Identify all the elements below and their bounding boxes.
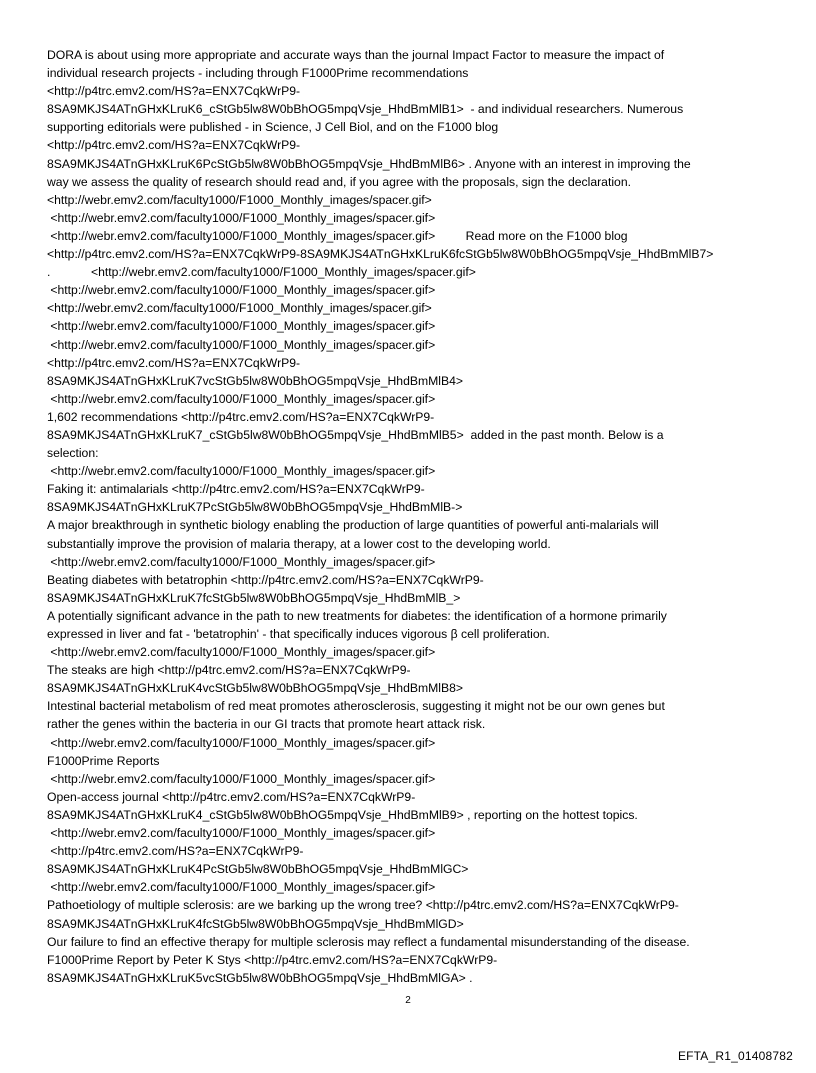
text-line: <http://webr.emv2.com/faculty1000/F1000_Monthly_images/spacer.gif> bbox=[47, 319, 436, 334]
document-body bbox=[47, 46, 777, 987]
text-line: <http://webr.emv2.com/faculty1000/F1000_Monthly_images/spacer.gif> bbox=[47, 391, 436, 406]
text-line: A major breakthrough in synthetic biology enabling the production of large quantities of powerful anti-malarials will bbox=[47, 518, 659, 533]
text-line: The steaks are high <http://p4trc.emv2.com/HS?a=ENX7CqkWrP9- bbox=[47, 663, 411, 678]
text-line: <http://webr.emv2.com/faculty1000/F1000_Monthly_images/spacer.gif> bbox=[47, 301, 432, 316]
text-line: <http://p4trc.emv2.com/HS?a=ENX7CqkWrP9- bbox=[47, 138, 301, 153]
text-line: Faking it: antimalarials <http://p4trc.emv2.com/HS?a=ENX7CqkWrP9- bbox=[47, 482, 425, 497]
text-line: 8SA9MKJS4ATnGHxKLruK4vcStGb5lw8W0bBhOG5mpqVsje_HhdBmMlB8> bbox=[47, 681, 464, 696]
text-line: . <http://webr.emv2.com/faculty1000/F1000_Monthly_images/spacer.gif> bbox=[47, 265, 476, 280]
text-line: <http://p4trc.emv2.com/HS?a=ENX7CqkWrP9-8SA9MKJS4ATnGHxKLruK6fcStGb5lw8W0bBhOG5mpqVsje_HhdBmMlB7> bbox=[47, 247, 714, 262]
text-line: substantially improve the provision of malaria therapy, at a lower cost to the developing world. bbox=[47, 536, 551, 551]
text-line: 8SA9MKJS4ATnGHxKLruK7_cStGb5lw8W0bBhOG5mpqVsje_HhdBmMlB5> added in the past month. Below is a bbox=[47, 427, 664, 442]
text-line: way we assess the quality of research should read and, if you agree with the proposals, sign the declaration. bbox=[47, 174, 631, 189]
text-line: Intestinal bacterial metabolism of red meat promotes atherosclerosis, suggesting it might not be our own genes but bbox=[47, 699, 665, 714]
text-line: 8SA9MKJS4ATnGHxKLruK7fcStGb5lw8W0bBhOG5mpqVsje_HhdBmMlB_> bbox=[47, 590, 461, 605]
text-line: <http://webr.emv2.com/faculty1000/F1000_Monthly_images/spacer.gif> bbox=[47, 735, 436, 750]
text-line: <http://webr.emv2.com/faculty1000/F1000_Monthly_images/spacer.gif> bbox=[47, 645, 436, 660]
text-line: 8SA9MKJS4ATnGHxKLruK4PcStGb5lw8W0bBhOG5mpqVsje_HhdBmMlGC> bbox=[47, 862, 469, 877]
text-line: Pathoetiology of multiple sclerosis: are we barking up the wrong tree? <http://p4trc.emv2.com/HS?a=ENX7CqkWrP9- bbox=[47, 898, 679, 913]
text-line: 8SA9MKJS4ATnGHxKLruK7vcStGb5lw8W0bBhOG5mpqVsje_HhdBmMlB4> bbox=[47, 373, 464, 388]
text-line: 8SA9MKJS4ATnGHxKLruK4fcStGb5lw8W0bBhOG5mpqVsje_HhdBmMlGD> bbox=[47, 916, 464, 931]
text-line: 8SA9MKJS4ATnGHxKLruK4_cStGb5lw8W0bBhOG5mpqVsje_HhdBmMlB9> , reporting on the hottest topics. bbox=[47, 807, 638, 822]
text-line: Beating diabetes with betatrophin <http://p4trc.emv2.com/HS?a=ENX7CqkWrP9- bbox=[47, 572, 484, 587]
text-line: 8SA9MKJS4ATnGHxKLruK6PcStGb5lw8W0bBhOG5mpqVsje_HhdBmMlB6> . Anyone with an interest in improving the bbox=[47, 156, 691, 171]
text-line: <http://webr.emv2.com/faculty1000/F1000_Monthly_images/spacer.gif> bbox=[47, 464, 436, 479]
text-line: rather the genes within the bacteria in our GI tracts that promote heart attack risk. bbox=[47, 717, 486, 732]
page-number: 2 bbox=[405, 995, 411, 1006]
text-line: expressed in liver and fat - 'betatrophin' - that specifically induces vigorous β cell proliferation. bbox=[47, 627, 550, 641]
text-line: Our failure to find an effective therapy for multiple sclerosis may reflect a fundamental misunderstanding of the disease. bbox=[47, 934, 690, 949]
text-line: <http://webr.emv2.com/faculty1000/F1000_Monthly_images/spacer.gif> bbox=[47, 880, 436, 895]
text-line: <http://webr.emv2.com/faculty1000/F1000_Monthly_images/spacer.gif> Read more on the F1000 blog bbox=[47, 228, 628, 243]
text-line: <http://webr.emv2.com/faculty1000/F1000_Monthly_images/spacer.gif> bbox=[47, 192, 432, 207]
text-line: A potentially significant advance in the path to new treatments for diabetes: the identification of a hormone primarily bbox=[47, 608, 667, 623]
text-line: <http://p4trc.emv2.com/HS?a=ENX7CqkWrP9- bbox=[47, 84, 301, 99]
text-line: <http://webr.emv2.com/faculty1000/F1000_Monthly_images/spacer.gif> bbox=[47, 337, 436, 352]
text-line: 8SA9MKJS4ATnGHxKLruK7PcStGb5lw8W0bBhOG5mpqVsje_HhdBmMlB-> bbox=[47, 500, 463, 515]
text-line: selection: bbox=[47, 446, 99, 461]
text-line: <http://p4trc.emv2.com/HS?a=ENX7CqkWrP9- bbox=[47, 844, 304, 859]
text-line: 8SA9MKJS4ATnGHxKLruK6_cStGb5lw8W0bBhOG5mpqVsje_HhdBmMlB1> - and individual researchers. Numerous bbox=[47, 102, 684, 117]
text-line: DORA is about using more appropriate and accurate ways than the journal Impact Factor to measure the impact of bbox=[47, 48, 665, 62]
text-line: <http://webr.emv2.com/faculty1000/F1000_Monthly_images/spacer.gif> bbox=[47, 283, 436, 298]
text-line: F1000Prime Reports bbox=[47, 753, 160, 768]
text-line: supporting editorials were published - in Science, J Cell Biol, and on the F1000 blog bbox=[47, 120, 499, 135]
text-line: <http://webr.emv2.com/faculty1000/F1000_Monthly_images/spacer.gif> bbox=[47, 771, 436, 786]
text-line: individual research projects - including through F1000Prime recommendations bbox=[47, 66, 469, 81]
text-line: <http://webr.emv2.com/faculty1000/F1000_Monthly_images/spacer.gif> bbox=[47, 826, 436, 841]
text-line: <http://webr.emv2.com/faculty1000/F1000_Monthly_images/spacer.gif> bbox=[47, 210, 436, 225]
text-line: <http://p4trc.emv2.com/HS?a=ENX7CqkWrP9- bbox=[47, 355, 301, 370]
text-line: 1,602 recommendations <http://p4trc.emv2.com/HS?a=ENX7CqkWrP9- bbox=[47, 409, 435, 424]
text-line: <http://webr.emv2.com/faculty1000/F1000_Monthly_images/spacer.gif> bbox=[47, 554, 436, 569]
text-line: Open-access journal <http://p4trc.emv2.com/HS?a=ENX7CqkWrP9- bbox=[47, 789, 416, 804]
text-line: F1000Prime Report by Peter K Stys <http://p4trc.emv2.com/HS?a=ENX7CqkWrP9- bbox=[47, 952, 498, 967]
text-line: 8SA9MKJS4ATnGHxKLruK5vcStGb5lw8W0bBhOG5mpqVsje_HhdBmMlGA> . bbox=[47, 970, 473, 985]
document-id-footer: EFTA_R1_01408782 bbox=[677, 1049, 793, 1063]
